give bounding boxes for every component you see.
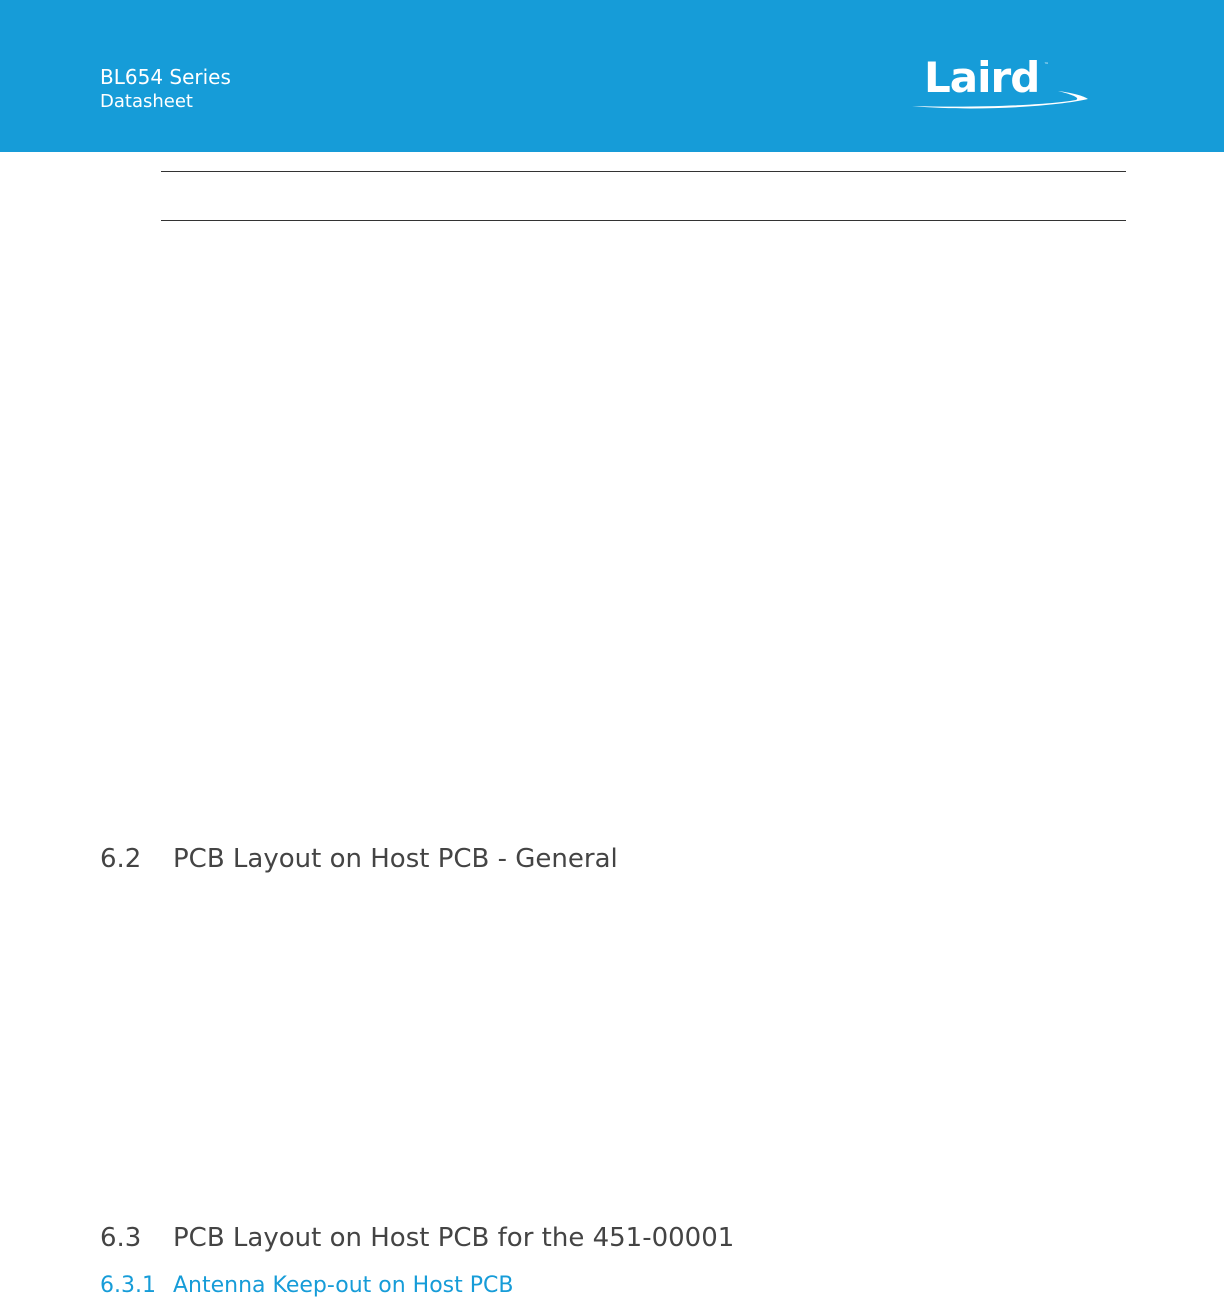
logo-trademark: ™ [1044,62,1049,68]
subsection-number: 6.3.1 [100,1273,156,1298]
page-header [0,0,1224,152]
section-number: 6.3 [100,1223,142,1253]
logo-wordmark: Laird [924,53,1040,102]
section-heading-6-2 [100,843,618,875]
header-rule-top [161,171,1126,172]
document-title: BL654 Series [100,65,231,89]
section-heading-6-3 [100,1222,734,1254]
subsection-title: Antenna Keep-out on Host PCB [173,1273,514,1298]
header-rule-bottom [161,220,1126,221]
section-title: PCB Layout on Host PCB - General [173,844,618,874]
section-title: PCB Layout on Host PCB for the 451-00001 [173,1223,735,1253]
laird-logo [908,53,1100,116]
section-number: 6.2 [100,844,142,874]
logo-swoosh-icon [908,72,1100,116]
document-subtitle: Datasheet [100,91,193,112]
subsection-heading-6-3-1 [100,1272,513,1300]
